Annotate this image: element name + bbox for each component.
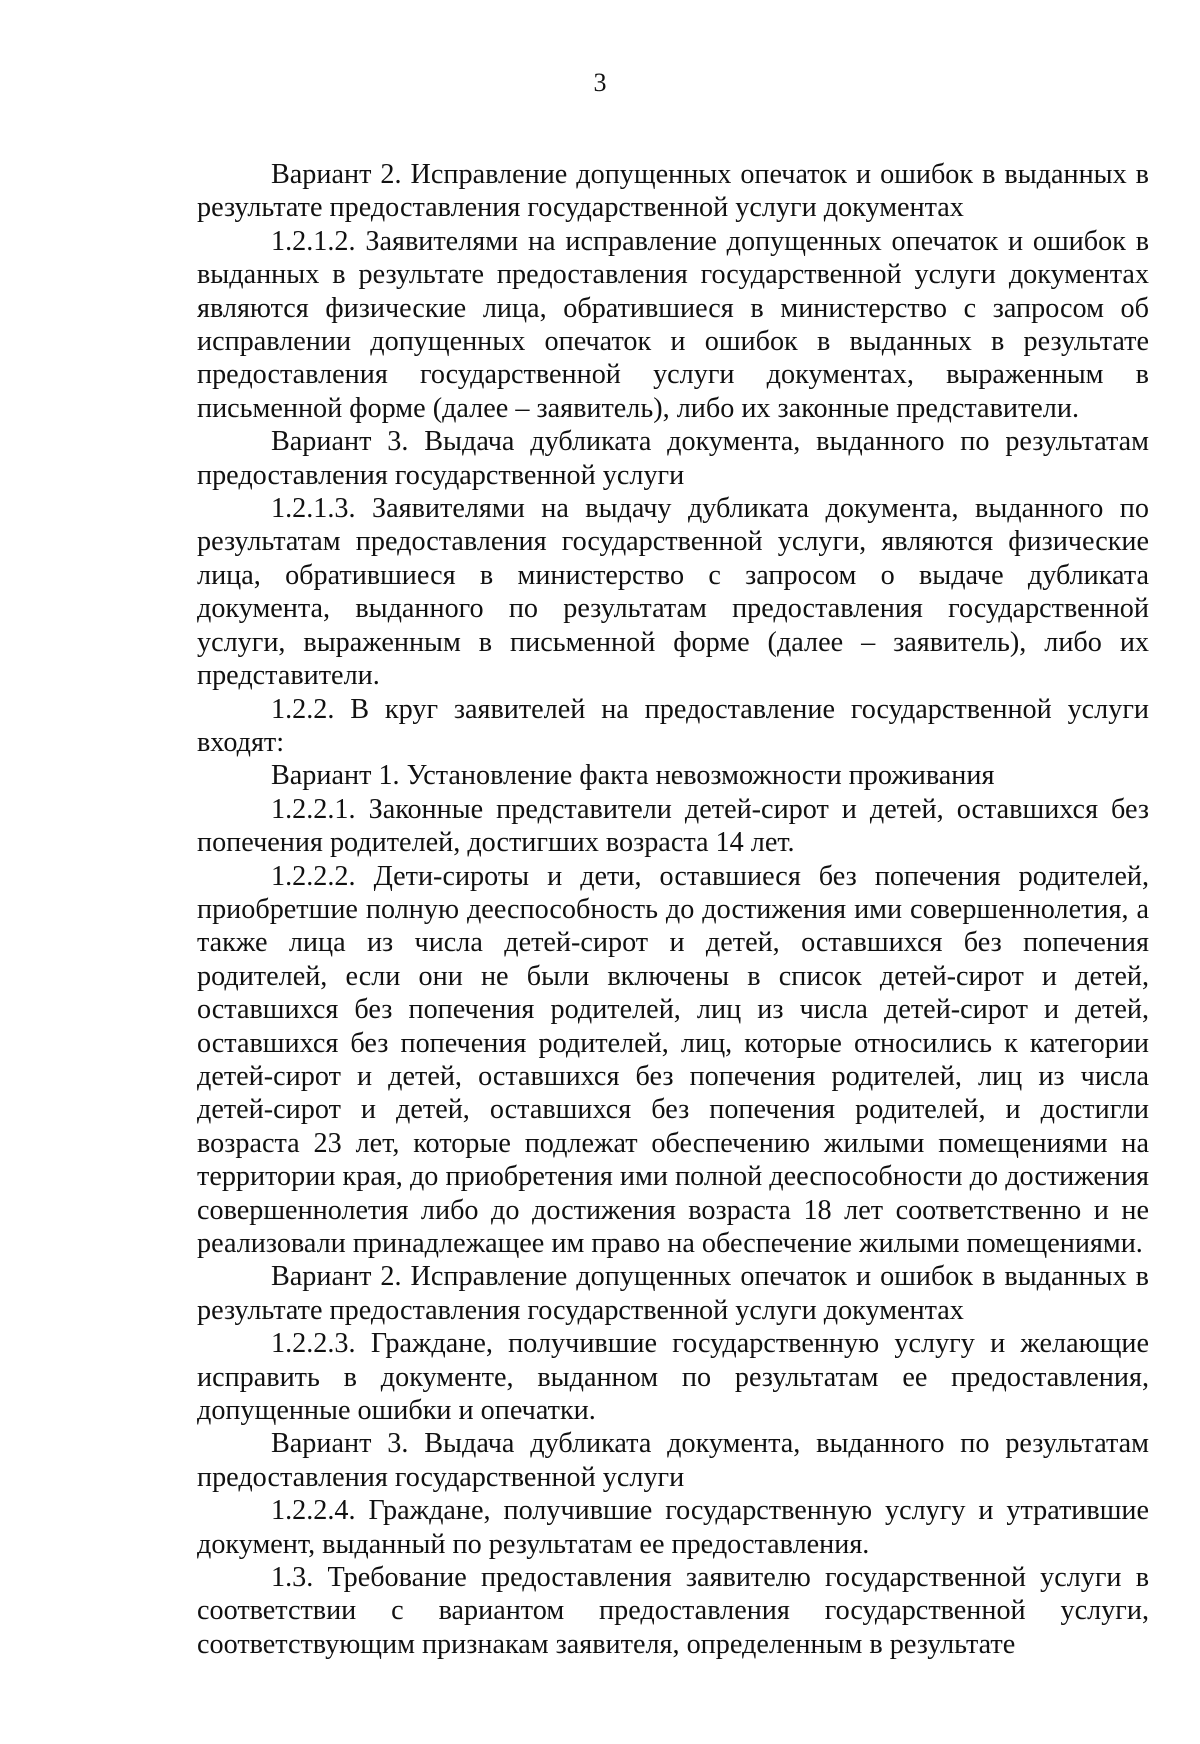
page-number: 3 [593, 68, 607, 97]
paragraph-1-3: 1.3. Требование предоставления заявителю государственной услуги в соответствии с вариантом предоставления государственной услуги, соответствующим признакам заявителя, определенным в результате [197, 1562, 1149, 1660]
paragraph-variant-3-heading: Вариант 3. Выдача дубликата документа, выданного по результатам предоставления государственной услуги [197, 426, 1149, 491]
paragraph-variant-3-heading-second: Вариант 3. Выдача дубликата документа, выданного по результатам предоставления государственной услуги [197, 1428, 1149, 1493]
paragraph-variant-1-heading: Вариант 1. Установление факта невозможности проживания [271, 760, 995, 792]
paragraph-1-2-1-3: 1.2.1.3. Заявителями на выдачу дубликата документа, выданного по результатам предоставления государственной услуги, являются физические лица, обратившиеся в министерство с запросом о выдаче дубликата документа, выданного по результатам предоставления государственной услуги, выраженным в письменной форме (далее – заявитель), либо их представители. [197, 493, 1149, 692]
paragraph-variant-2-heading: Вариант 2. Исправление допущенных опечаток и ошибок в выданных в результате предоставления государственной услуги документах [197, 159, 1149, 224]
paragraph-1-2-2-4: 1.2.2.4. Граждане, получившие государственную услугу и утратившие документ, выданный по результатам ее предоставления. [197, 1495, 1149, 1560]
paragraph-1-2-2-2: 1.2.2.2. Дети-сироты и дети, оставшиеся без попечения родителей, приобретшие полную дееспособность до достижения ими совершеннолетия, а также лица из числа детей-сирот и детей, оставшихся без попечения родителей, если они не были включены в список детей-сирот и детей, оставшихся без попечения родителей, лиц из числа детей-сирот и детей, оставшихся без попечения родителей, лиц, которые относились к категории детей-сирот и детей, оставшихся без попечения родителей, лиц из числа детей-сирот и детей, оставшихся без попечения родителей, и достигли возраста 23 лет, которые подлежат обеспечению жилыми помещениями на территории края, до приобретения ими полной дееспособности до достижения совершеннолетия либо до достижения возраста 18 лет соответственно и не реализовали принадлежащее им право на обеспечение жилыми помещениями. [197, 860, 1149, 1259]
paragraph-variant-2-heading-second: Вариант 2. Исправление допущенных опечаток и ошибок в выданных в результате предоставления государственной услуги документах [197, 1261, 1149, 1326]
paragraph-1-2-2-1: 1.2.2.1. Законные представители детей-сирот и детей, оставшихся без попечения родителей, достигших возраста 14 лет. [197, 793, 1149, 859]
paragraph-1-2-2: 1.2.2. В круг заявителей на предоставление государственной услуги входят: [197, 693, 1149, 758]
document-body [197, 158, 1149, 1661]
paragraph-1-2-2-3: 1.2.2.3. Граждане, получившие государственную услугу и желающие исправить в документе, выданном по результатам ее предоставления, допущенные ошибки и опечатки. [197, 1328, 1149, 1427]
paragraph-1-2-1-2: 1.2.1.2. Заявителями на исправление допущенных опечаток и ошибок в выданных в результате предоставления государственной услуги документах являются физические лица, обратившиеся в министерство с запросом об исправлении допущенных опечаток и ошибок в выданных в результате предоставления государственной услуги документах, выраженным в письменной форме (далее – заявитель), либо их законные представители. [197, 225, 1149, 424]
